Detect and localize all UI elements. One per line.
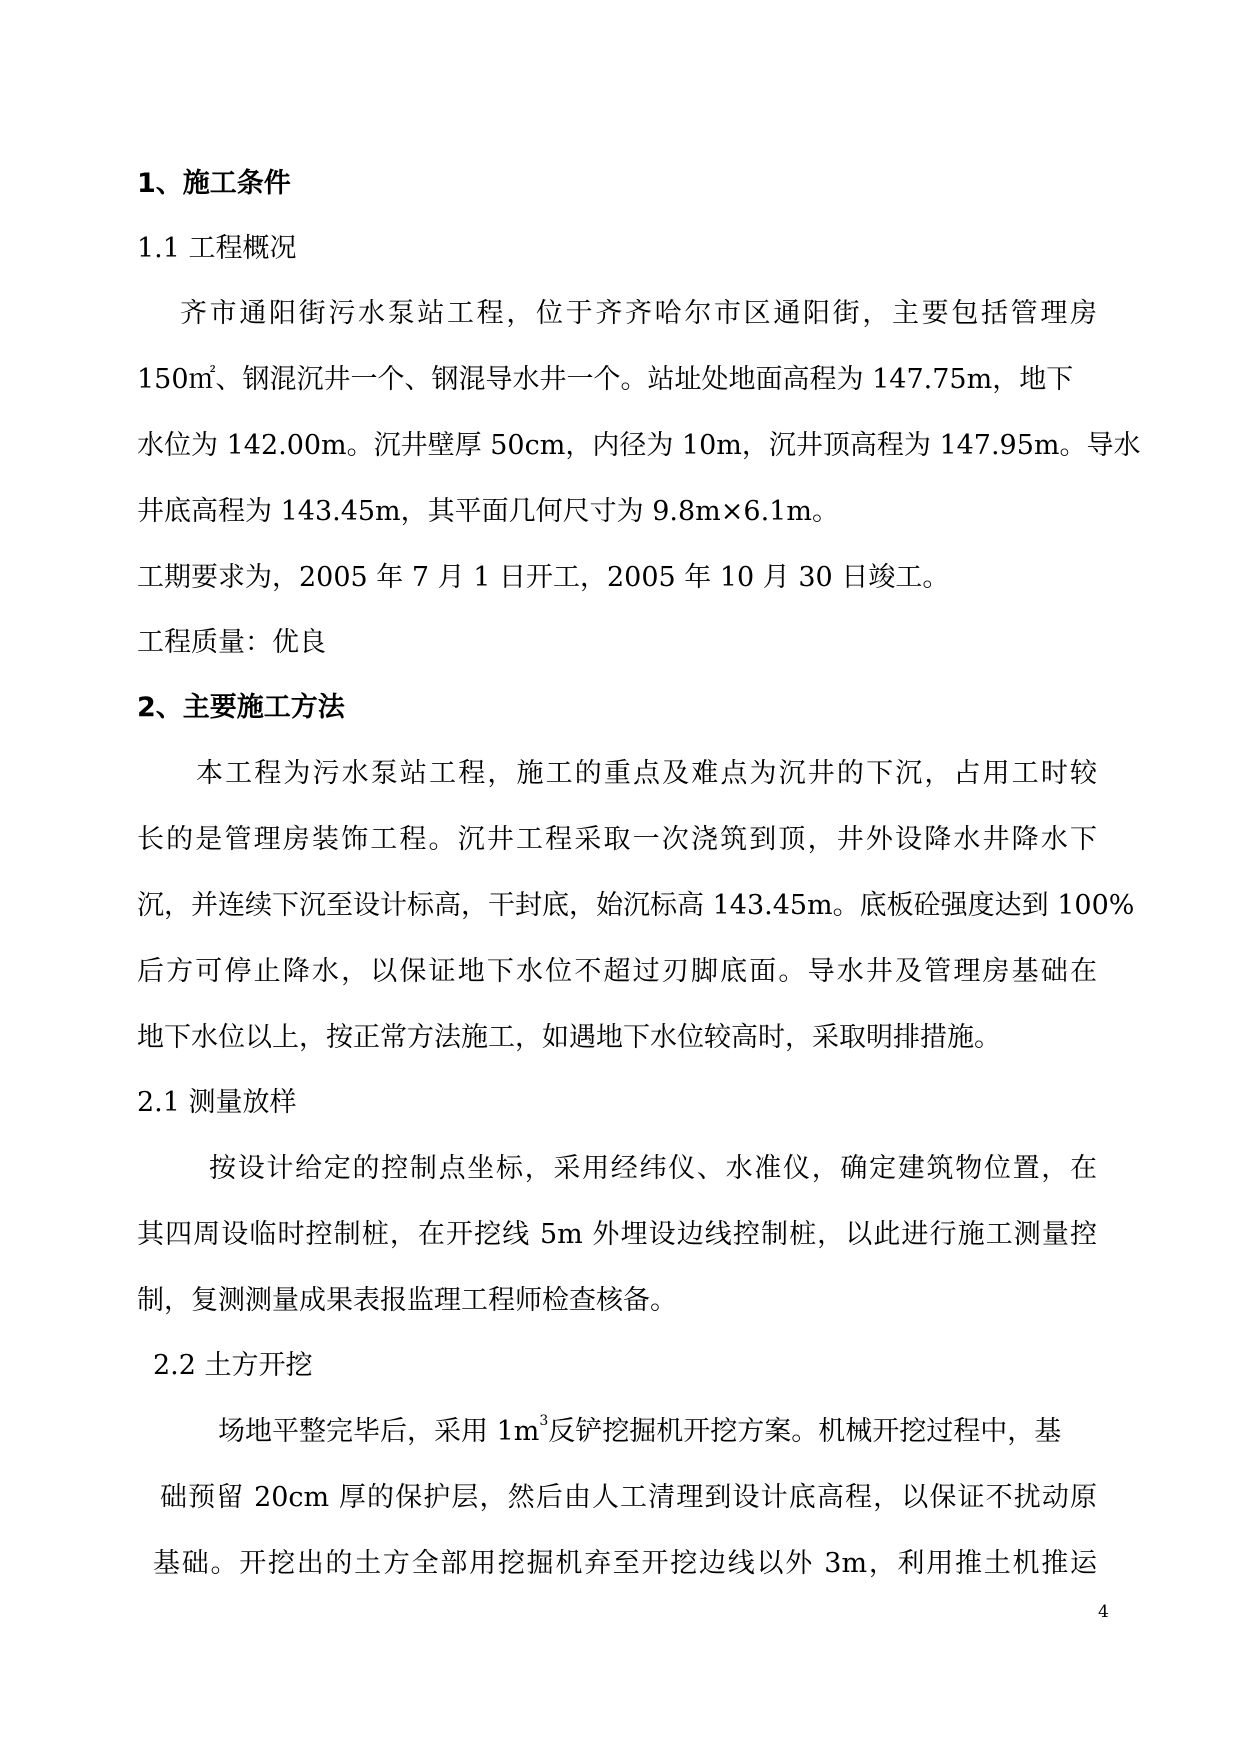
paragraph-line (218, 1414, 1097, 1450)
paragraph-line: 沉，并连续下沉至设计标高，干封底，始沉标高 143.45m。底板砼强度达到 100% (137, 890, 1135, 921)
paragraph-text: 反铲挖掘机开挖方案。机械开挖过程中，基 (548, 1416, 1062, 1447)
paragraph-line: 基础。开挖出的土方全部用挖掘机弃至开挖边线以外 3m，利用推土机推运 (153, 1548, 1097, 1579)
section-2-heading: 2、主要施工方法 (137, 692, 345, 723)
paragraph-text: 场地平整完毕后，采用 1m (218, 1416, 540, 1447)
page-number: 4 (1098, 1602, 1109, 1622)
schedule-text: 工期要求为，2005 年 7 月 1 日开工，2005 年 10 月 30 日竣工。 (137, 562, 950, 593)
paragraph-line: 井底高程为 143.45m，其平面几何尺寸为 9.8m×6.1m。 (137, 496, 839, 527)
superscript: 3 (539, 1413, 549, 1429)
paragraph-line: 按设计给定的控制点坐标，采用经纬仪、水准仪，确定建筑物位置，在 (209, 1153, 1097, 1184)
paragraph-line: 水位为 142.00m。沉井壁厚 50cm，内径为 10m，沉井顶高程为 147.95m。导水 (137, 430, 1141, 461)
quality-text: 工程质量：优良 (137, 627, 326, 658)
subsection-2-1-heading: 2.1 测量放样 (137, 1087, 297, 1118)
paragraph-line: 本工程为污水泵站工程，施工的重点及难点为沉井的下沉，占用工时较 (196, 758, 1097, 789)
paragraph-line: 后方可停止降水，以保证地下水位不超过刃脚底面。导水井及管理房基础在 (137, 956, 1097, 987)
paragraph-line (137, 362, 1097, 398)
paragraph-line: 地下水位以上，按正常方法施工，如遇地下水位较高时，采取明排措施。 (137, 1022, 1001, 1053)
section-1-heading: 1、施工条件 (137, 168, 291, 199)
subsection-1-1-heading: 1.1 工程概况 (137, 233, 297, 264)
paragraph-line: 其四周设临时控制桩，在开挖线 5m 外埋设边线控制桩，以此进行施工测量控 (137, 1219, 1097, 1250)
subsection-2-2-heading: 2.2 土方开挖 (153, 1350, 313, 1381)
paragraph-line: 长的是管理房装饰工程。沉井工程采取一次浇筑到顶，井外设降水井降水下 (137, 824, 1097, 855)
area-value: 150㎡ (137, 364, 216, 395)
paragraph-line: 础预留 20cm 厚的保护层，然后由人工清理到设计底高程，以保证不扰动原 (160, 1482, 1097, 1513)
paragraph-text: 、钢混沉井一个、钢混导水井一个。站址处地面高程为 147.75m，地下 (215, 364, 1074, 395)
paragraph-line: 齐市通阳街污水泵站工程，位于齐齐哈尔市区通阳街，主要包括管理房 (180, 298, 1097, 329)
paragraph-line: 制，复测测量成果表报监理工程师检查核备。 (137, 1285, 677, 1316)
